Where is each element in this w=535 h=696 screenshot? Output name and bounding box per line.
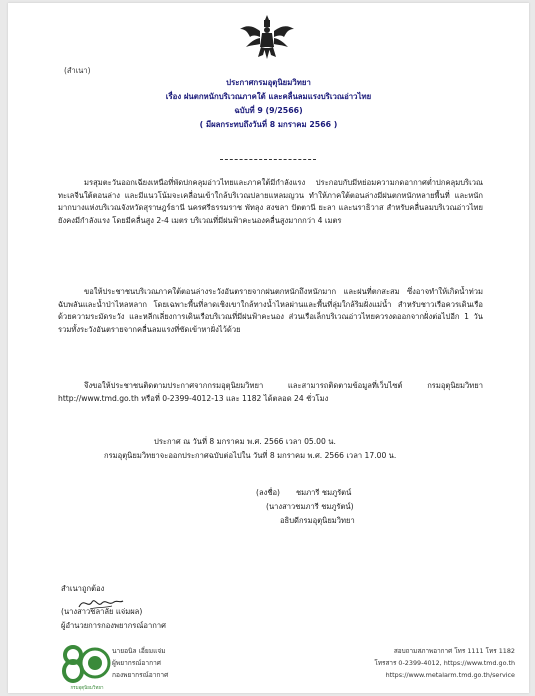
signature-name: ชมภารี ชมภูรัตน์ — [296, 488, 352, 497]
document-page — [8, 3, 529, 693]
tmd-80-year-logo-icon — [61, 643, 113, 691]
footer-officer-role: ผู้พยากรณ์อากาศ — [112, 659, 161, 667]
next-issue-datetime: กรมอุตุนิยมวิทยาจะออกประกาศฉบับต่อไปใน วันที่ 8 มกราคม พ.ศ. 2566 เวลา 17.00 น. — [104, 451, 397, 460]
announced-datetime: ประกาศ ณ วันที่ 8 มกราคม พ.ศ. 2566 เวลา 05.00 น. — [154, 437, 336, 446]
announcement-header — [8, 76, 529, 132]
certified-copy-label: สำเนาถูกต้อง — [61, 584, 105, 593]
announcement-title: ประกาศกรมอุตุนิยมวิทยา — [226, 78, 311, 87]
signatory-full-name: (นางสาวชมภารี ชมภูรัตน์) — [266, 502, 354, 511]
footer-contact — [374, 645, 515, 681]
certifier-name: (นางสาวชลาลัย แจ่มผล) — [61, 607, 143, 616]
copy-label: (สำเนา) — [64, 66, 91, 75]
footer-officer — [112, 645, 168, 681]
effective-date: ( มีผลกระทบถึงวันที่ 8 มกราคม 2566 ) — [199, 120, 338, 129]
footer-phone: สอบถามสภาพอากาศ โทร 1111 โทร 1182 — [393, 647, 515, 655]
announcement-subject: เรื่อง ฝนตกหนักบริเวณภาคใต้ และคลื่นลมแรงบริเวณอ่าวไทย — [165, 92, 372, 101]
paragraph-warning: ขอให้ประชาชนบริเวณภาคใต้ตอนล่างระวังอันตรายจากฝนตกหนักถึงหนักมาก และฝนที่ตกสะสม ซึ่งอาจทำให้เกิดน้ำท่วมฉับพลันและน้ำป่าไหลหลาก โดยเฉพาะพื้นที่ลาดเชิงเขาใกล้ทางน้ำไหลผ่านและพื้นที่ลุ่มใกล้ริมฝั่งแม่น้ำ สำหรับชาวเรือควรเดินเรือด้วยความระมัดระวัง และหลีกเลี่ยงการเดินเรือบริเวณที่มีฝนฟ้าคะนอง ส่วนเรือเล็กบริเวณอ่าวไทยควรงดออกจากฝั่งต่อไปอีก 1 วัน รวมทั้งระวังอันตรายจากคลื่นลมแรงที่ซัดเข้าหาฝั่งไว้ด้วย — [58, 287, 483, 334]
footer-officer-division: กองพยากรณ์อากาศ — [112, 671, 169, 679]
footer-fax-website[interactable]: โทรสาร 0-2399-4012, https://www.tmd.go.th — [374, 659, 515, 667]
logo-text: กรมอุตุนิยมวิทยา — [70, 686, 104, 691]
garuda-emblem-icon — [238, 11, 296, 63]
footer-officer-name: นายอนิล เอี่ยมแจ่ม — [112, 647, 166, 655]
signature-prefix: (ลงชื่อ) — [256, 488, 281, 497]
title-divider — [220, 159, 316, 160]
footer-service-link[interactable]: https://www.metalarm.tmd.go.th/service — [385, 671, 515, 679]
certifier-position: ผู้อำนวยการกองพยากรณ์อากาศ — [61, 621, 166, 630]
issue-number: ฉบับที่ 9 (9/2566) — [234, 106, 303, 115]
signatory-position: อธิบดีกรมอุตุนิยมวิทยา — [280, 516, 355, 525]
paragraph-weather-situation: มรสุมตะวันออกเฉียงเหนือที่พัดปกคลุมอ่าวไทยและภาคใต้มีกำลังแรง ประกอบกับมีหย่อมความกดอากาศต่ำปกคลุมบริเวณทะเลจีนใต้ตอนล่าง และมีแนวโน้มจะเคลื่อนเข้าใกล้บริเวณปลายแหลมญวน ทำให้ภาคใต้ตอนล่างมีฝนตกหนักหลายพื้นที่ และหนักมากบางแห่งบริเวณจังหวัดสุราษฎร์ธานี นครศรีธรรมราช พัทลุง สงขลา ปัตตานี ยะลา และนราธิวาส สำหรับคลื่นลมบริเวณอ่าวไทยยังคงมีกำลังแรง โดยมีคลื่นสูง 2-4 เมตร บริเวณที่มีฝนฟ้าคะนองคลื่นสูงมากกว่า 4 เมตร — [58, 178, 483, 225]
paragraph-contact: จึงขอให้ประชาชนติดตามประกาศจากกรมอุตุนิยมวิทยา และสามารถติดตามข้อมูลที่เว็บไซต์ กรมอุตุนิยมวิทยา http://www.tmd.go.th หรือที่ 0-2399-4012-13 และ 1182 ได้ตลอด 24 ชั่วโมง — [58, 381, 483, 403]
